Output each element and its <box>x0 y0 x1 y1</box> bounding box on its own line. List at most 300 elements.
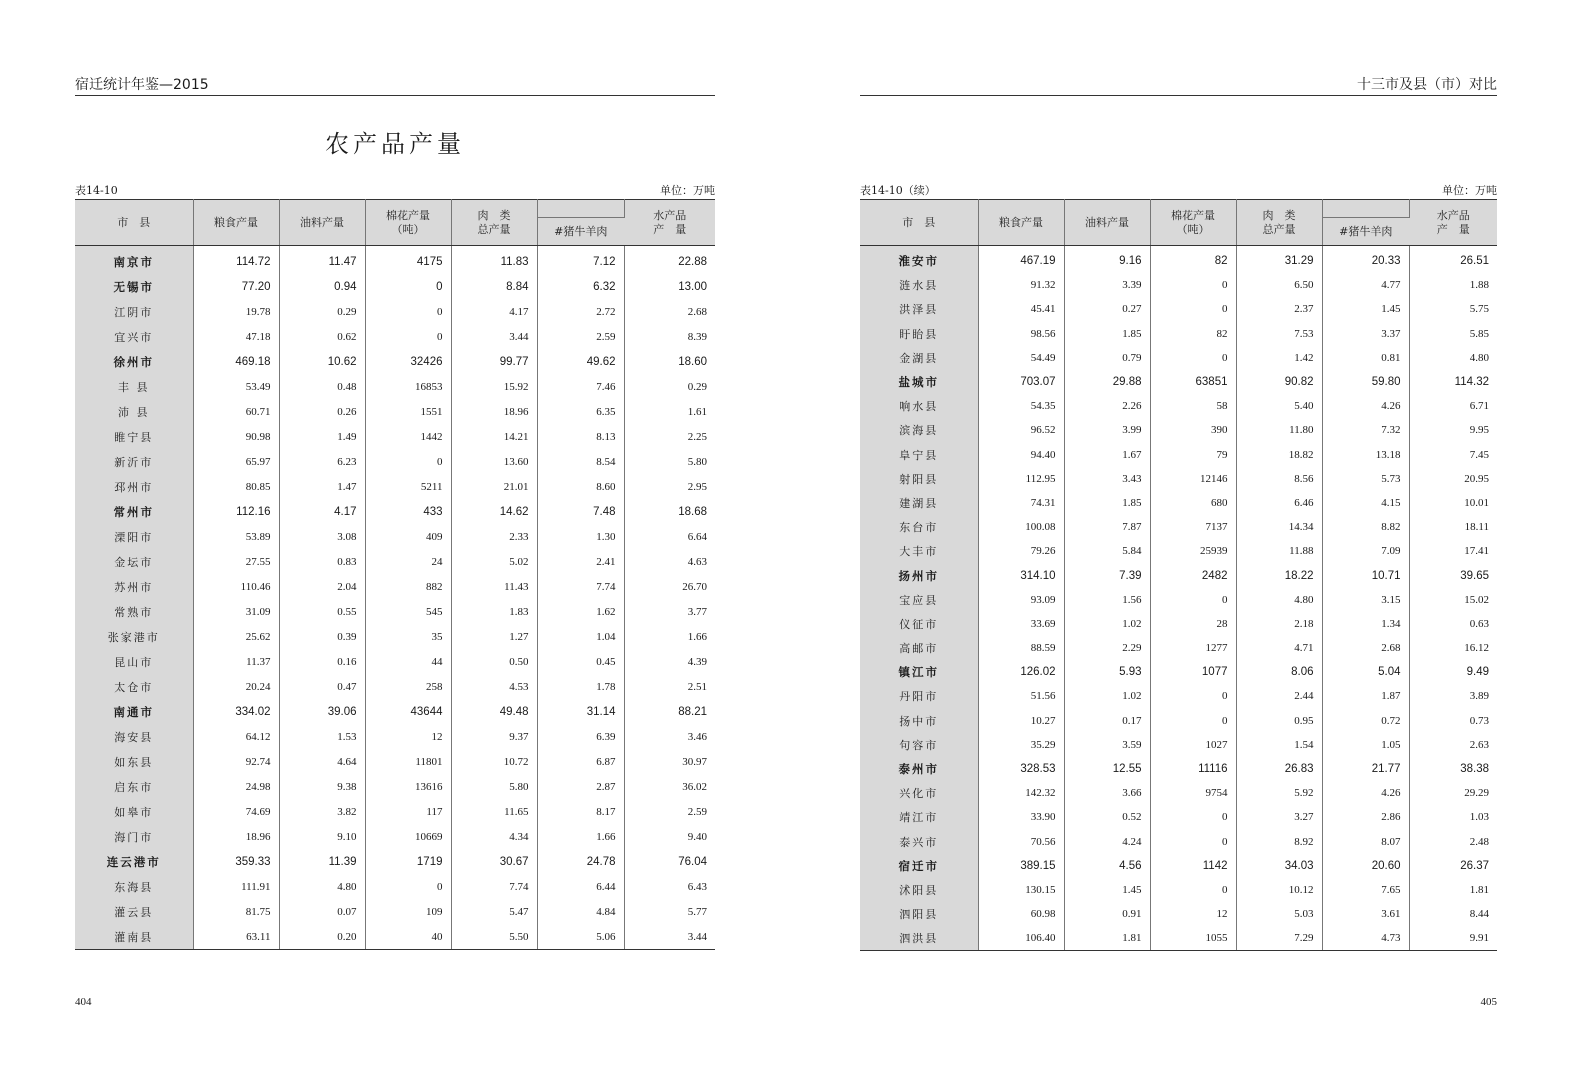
cell-oil: 0.17 <box>1064 709 1150 733</box>
cell-oil: 6.23 <box>279 449 365 474</box>
cell-aqua: 2.59 <box>687 805 707 818</box>
cell-meat: 6.46 <box>1236 491 1322 515</box>
cell-aqua: 6.43 <box>687 880 707 893</box>
cell-pork: 5.04 <box>1322 660 1409 684</box>
cell-pork: 10.71 <box>1322 563 1409 587</box>
cell-pork: 4.26 <box>1322 781 1409 805</box>
cell-oil: 0.27 <box>1064 297 1150 321</box>
cell-aqua: 2.68 <box>687 305 707 318</box>
cell-oil: 3.82 <box>279 799 365 824</box>
cell-cotton: 4175 <box>365 246 451 275</box>
cell-meat: 7.53 <box>1236 322 1322 346</box>
cell-cotton: 1027 <box>1150 733 1236 757</box>
region-name-cell: 南通市 <box>75 699 193 724</box>
cell-meat: 26.83 <box>1236 757 1322 781</box>
cell-pork: 7.09 <box>1322 539 1409 563</box>
page-number: 405 <box>1480 996 1497 1008</box>
cell-grain: 111.91 <box>193 874 279 899</box>
region-name-cell: 太仓市 <box>75 674 193 699</box>
cell-oil: 1.53 <box>279 724 365 749</box>
cell-grain: 25.62 <box>193 624 279 649</box>
cell-aqua: 76.04 <box>678 855 707 868</box>
cell-meat: 11.65 <box>451 799 537 824</box>
cell-grain: 45.41 <box>978 297 1064 321</box>
cell-cotton: 24 <box>365 549 451 574</box>
region-name-cell: 仪征市 <box>860 612 978 636</box>
cell-meat: 15.92 <box>451 374 537 399</box>
cell-grain: 94.40 <box>978 443 1064 467</box>
cell-meat: 4.53 <box>451 674 537 699</box>
col-meat-group-spacer <box>537 200 624 218</box>
cell-cotton: 7137 <box>1150 515 1236 539</box>
cell-meat: 2.37 <box>1236 297 1322 321</box>
cell-meat: 30.67 <box>451 849 537 874</box>
cell-grain: 80.85 <box>193 474 279 499</box>
cell-aqua: 0.29 <box>687 380 707 393</box>
table-row <box>75 799 715 824</box>
cell-pork: 59.80 <box>1322 370 1409 394</box>
table-row <box>860 684 1497 708</box>
table-row <box>860 246 1497 274</box>
data-table <box>75 199 715 950</box>
table-row <box>75 349 715 374</box>
cell-cotton: 35 <box>365 624 451 649</box>
table-row <box>860 297 1497 321</box>
table-row <box>75 649 715 674</box>
cell-aqua: 1.61 <box>687 405 707 418</box>
cell-aqua: 9.95 <box>1469 424 1489 437</box>
cell-oil: 3.08 <box>279 524 365 549</box>
cell-grain: 11.37 <box>193 649 279 674</box>
table-row <box>75 724 715 749</box>
cell-cotton: 43644 <box>365 699 451 724</box>
region-name-cell: 扬州市 <box>860 563 978 587</box>
cell-aqua: 39.65 <box>1460 569 1489 582</box>
col-meat-group-spacer <box>1322 200 1409 218</box>
cell-oil: 11.39 <box>279 849 365 874</box>
cell-oil: 0.16 <box>279 649 365 674</box>
region-name-cell: 常熟市 <box>75 599 193 624</box>
cell-meat: 0.50 <box>451 649 537 674</box>
cell-grain: 54.49 <box>978 346 1064 370</box>
cell-oil: 11.47 <box>279 246 365 275</box>
region-name-cell: 盱眙县 <box>860 322 978 346</box>
cell-oil: 1.56 <box>1064 588 1150 612</box>
cell-cotton: 79 <box>1150 443 1236 467</box>
cell-grain: 98.56 <box>978 322 1064 346</box>
cell-cotton: 25939 <box>1150 539 1236 563</box>
region-name-cell: 射阳县 <box>860 467 978 491</box>
region-name-cell: 盐城市 <box>860 370 978 394</box>
region-name-cell: 无锡市 <box>75 274 193 299</box>
region-name-cell: 连云港市 <box>75 849 193 874</box>
cell-aqua: 9.49 <box>1466 666 1489 679</box>
data-table-continued <box>860 199 1497 951</box>
cell-aqua: 18.60 <box>678 355 707 368</box>
cell-cotton: 10669 <box>365 824 451 849</box>
cell-oil: 1.85 <box>1064 491 1150 515</box>
cell-pork: 8.07 <box>1322 830 1409 854</box>
cell-cotton: 58 <box>1150 394 1236 418</box>
cell-cotton: 1077 <box>1150 660 1236 684</box>
col-pork-header: #猪牛羊肉 <box>1322 218 1409 246</box>
table-id: 表14-10 <box>75 184 118 197</box>
cell-grain: 47.18 <box>193 324 279 349</box>
col-meat-header: 肉 类 总产量 <box>1236 200 1322 246</box>
cell-cotton: 82 <box>1150 246 1236 274</box>
table-row <box>860 491 1497 515</box>
cell-cotton: 2482 <box>1150 563 1236 587</box>
cell-grain: 33.69 <box>978 612 1064 636</box>
table-row <box>75 499 715 524</box>
cell-pork: 1.34 <box>1322 612 1409 636</box>
cell-grain: 91.32 <box>978 273 1064 297</box>
cell-aqua: 0.73 <box>1469 714 1489 727</box>
cell-cotton: 12 <box>365 724 451 749</box>
cell-meat: 14.21 <box>451 424 537 449</box>
region-name-cell: 金坛市 <box>75 549 193 574</box>
cell-oil: 3.99 <box>1064 418 1150 442</box>
table-row <box>860 418 1497 442</box>
cell-meat: 5.47 <box>451 899 537 924</box>
table-row <box>75 274 715 299</box>
cell-grain: 63.11 <box>193 924 279 950</box>
cell-pork: 4.77 <box>1322 273 1409 297</box>
table-row <box>75 549 715 574</box>
cell-oil: 1.45 <box>1064 878 1150 902</box>
cell-aqua: 29.29 <box>1464 787 1489 800</box>
table-row <box>75 674 715 699</box>
cell-grain: 20.24 <box>193 674 279 699</box>
cell-grain: 79.26 <box>978 539 1064 563</box>
table-row <box>75 474 715 499</box>
table-row <box>75 699 715 724</box>
cell-cotton: 0 <box>365 324 451 349</box>
cell-grain: 359.33 <box>193 849 279 874</box>
cell-meat: 1.42 <box>1236 346 1322 370</box>
cell-aqua: 2.63 <box>1469 738 1489 751</box>
region-name-cell: 新沂市 <box>75 449 193 474</box>
cell-grain: 106.40 <box>978 926 1064 951</box>
cell-cotton: 5211 <box>365 474 451 499</box>
region-name-cell: 溧阳市 <box>75 524 193 549</box>
cell-cotton: 0 <box>1150 805 1236 829</box>
table-row <box>860 878 1497 902</box>
cell-pork: 2.68 <box>1322 636 1409 660</box>
cell-oil: 12.55 <box>1064 757 1150 781</box>
cell-aqua: 6.64 <box>687 530 707 543</box>
cell-aqua: 5.77 <box>687 905 707 918</box>
region-name-cell: 建湖县 <box>860 491 978 515</box>
cell-grain: 53.89 <box>193 524 279 549</box>
cell-grain: 74.69 <box>193 799 279 824</box>
table-row <box>75 849 715 874</box>
cell-pork: 7.12 <box>537 246 624 275</box>
region-name-cell: 大丰市 <box>860 539 978 563</box>
cell-grain: 92.74 <box>193 749 279 774</box>
cell-aqua: 88.21 <box>678 705 707 718</box>
page-number: 404 <box>75 996 92 1008</box>
cell-aqua: 22.88 <box>678 255 707 268</box>
table-row <box>860 612 1497 636</box>
col-region-header: 市 县 <box>75 200 193 246</box>
cell-meat: 18.96 <box>451 399 537 424</box>
cell-grain: 10.27 <box>978 709 1064 733</box>
cell-aqua: 20.95 <box>1464 472 1489 485</box>
cell-meat: 8.06 <box>1236 660 1322 684</box>
cell-oil: 4.56 <box>1064 854 1150 878</box>
cell-aqua: 17.41 <box>1464 545 1489 558</box>
table-row <box>860 854 1497 878</box>
cell-grain: 389.15 <box>978 854 1064 878</box>
table-row <box>860 539 1497 563</box>
cell-aqua: 5.75 <box>1469 303 1489 316</box>
cell-meat: 49.48 <box>451 699 537 724</box>
table-row <box>860 733 1497 757</box>
cell-oil: 1.49 <box>279 424 365 449</box>
region-name-cell: 睢宁县 <box>75 424 193 449</box>
cell-cotton: 11116 <box>1150 757 1236 781</box>
region-name-cell: 海安县 <box>75 724 193 749</box>
cell-meat: 8.84 <box>451 274 537 299</box>
cell-cotton: 1277 <box>1150 636 1236 660</box>
right-page <box>860 0 1497 1077</box>
cell-meat: 4.80 <box>1236 588 1322 612</box>
cell-oil: 7.87 <box>1064 515 1150 539</box>
cell-grain: 31.09 <box>193 599 279 624</box>
table-row <box>860 757 1497 781</box>
table-row <box>860 346 1497 370</box>
table-row <box>860 805 1497 829</box>
cell-grain: 142.32 <box>978 781 1064 805</box>
cell-meat: 1.83 <box>451 599 537 624</box>
cell-pork: 1.05 <box>1322 733 1409 757</box>
cell-cotton: 40 <box>365 924 451 950</box>
cell-pork: 1.04 <box>537 624 624 649</box>
cell-meat: 18.82 <box>1236 443 1322 467</box>
cell-meat: 13.60 <box>451 449 537 474</box>
cell-meat: 3.44 <box>451 324 537 349</box>
cell-cotton: 0 <box>1150 346 1236 370</box>
cell-pork: 1.78 <box>537 674 624 699</box>
cell-oil: 1.81 <box>1064 926 1150 951</box>
table-row <box>75 399 715 424</box>
region-name-cell: 如东县 <box>75 749 193 774</box>
region-name-cell: 高邮市 <box>860 636 978 660</box>
cell-meat: 4.34 <box>451 824 537 849</box>
cell-aqua: 9.91 <box>1409 926 1497 951</box>
cell-aqua: 8.39 <box>687 330 707 343</box>
cell-cotton: 258 <box>365 674 451 699</box>
cell-oil: 7.39 <box>1064 563 1150 587</box>
cell-cotton: 16853 <box>365 374 451 399</box>
cell-pork: 24.78 <box>537 849 624 874</box>
cell-grain: 328.53 <box>978 757 1064 781</box>
table-row <box>75 449 715 474</box>
table-row <box>860 273 1497 297</box>
cell-cotton: 1719 <box>365 849 451 874</box>
cell-meat: 5.02 <box>451 549 537 574</box>
region-name-cell: 沭阳县 <box>860 878 978 902</box>
cell-cotton: 0 <box>1150 273 1236 297</box>
table-row <box>75 524 715 549</box>
cell-grain: 114.72 <box>193 246 279 275</box>
cell-oil: 29.88 <box>1064 370 1150 394</box>
region-name-cell: 涟水县 <box>860 273 978 297</box>
table-caption <box>860 182 1497 198</box>
cell-oil: 0.52 <box>1064 805 1150 829</box>
cell-pork: 5.73 <box>1322 467 1409 491</box>
cell-grain: 93.09 <box>978 588 1064 612</box>
table-row <box>75 899 715 924</box>
col-oil-header: 油料产量 <box>279 200 365 246</box>
cell-cotton: 1142 <box>1150 854 1236 878</box>
cell-aqua: 10.01 <box>1464 496 1489 509</box>
cell-pork: 4.73 <box>1322 926 1409 951</box>
cell-grain: 96.52 <box>978 418 1064 442</box>
cell-oil: 3.59 <box>1064 733 1150 757</box>
table-row <box>75 324 715 349</box>
cell-grain: 24.98 <box>193 774 279 799</box>
cell-pork: 0.72 <box>1322 709 1409 733</box>
cell-aqua: 30.97 <box>682 755 707 768</box>
cell-grain: 703.07 <box>978 370 1064 394</box>
cell-grain: 90.98 <box>193 424 279 449</box>
cell-meat: 1.54 <box>1236 733 1322 757</box>
cell-grain: 314.10 <box>978 563 1064 587</box>
cell-cotton: 0 <box>365 874 451 899</box>
cell-pork: 2.41 <box>537 549 624 574</box>
region-name-cell: 宝应县 <box>860 588 978 612</box>
left-page <box>75 0 715 1077</box>
cell-oil: 1.02 <box>1064 612 1150 636</box>
table-unit: 单位：万吨 <box>660 184 715 197</box>
table-row <box>75 624 715 649</box>
cell-oil: 0.07 <box>279 899 365 924</box>
col-region-header: 市 县 <box>860 200 978 246</box>
running-head: 宿迁统计年鉴—2015 <box>75 74 715 96</box>
cell-oil: 1.47 <box>279 474 365 499</box>
table-row <box>860 467 1497 491</box>
cell-meat: 10.72 <box>451 749 537 774</box>
table-row <box>75 599 715 624</box>
cell-pork: 31.14 <box>537 699 624 724</box>
cell-grain: 19.78 <box>193 299 279 324</box>
cell-aqua: 36.02 <box>682 780 707 793</box>
cell-aqua: 4.63 <box>687 555 707 568</box>
region-name-cell: 丰 县 <box>75 374 193 399</box>
cell-aqua: 3.89 <box>1469 690 1489 703</box>
cell-cotton: 0 <box>1150 684 1236 708</box>
region-name-cell: 宿迁市 <box>860 854 978 878</box>
cell-cotton: 1551 <box>365 399 451 424</box>
cell-pork: 4.26 <box>1322 394 1409 418</box>
table-row <box>860 515 1497 539</box>
cell-cotton: 32426 <box>365 349 451 374</box>
table-row <box>75 246 715 275</box>
cell-meat: 1.27 <box>451 624 537 649</box>
cell-cotton: 433 <box>365 499 451 524</box>
cell-oil: 9.16 <box>1064 246 1150 274</box>
cell-grain: 53.49 <box>193 374 279 399</box>
cell-cotton: 0 <box>1150 709 1236 733</box>
cell-grain: 51.56 <box>978 684 1064 708</box>
cell-aqua: 3.77 <box>687 605 707 618</box>
region-name-cell: 句容市 <box>860 733 978 757</box>
cell-meat: 7.74 <box>451 874 537 899</box>
cell-cotton: 9754 <box>1150 781 1236 805</box>
cell-cotton: 0 <box>365 449 451 474</box>
cell-meat: 5.50 <box>451 924 537 950</box>
cell-pork: 7.48 <box>537 499 624 524</box>
cell-pork: 2.59 <box>537 324 624 349</box>
cell-grain: 33.90 <box>978 805 1064 829</box>
region-name-cell: 东海县 <box>75 874 193 899</box>
region-name-cell: 江阴市 <box>75 299 193 324</box>
table-row <box>75 824 715 849</box>
cell-oil: 0.62 <box>279 324 365 349</box>
cell-meat: 7.29 <box>1236 926 1322 951</box>
cell-pork: 3.37 <box>1322 322 1409 346</box>
cell-cotton: 12146 <box>1150 467 1236 491</box>
cell-oil: 39.06 <box>279 699 365 724</box>
running-head: 十三市及县（市）对比 <box>860 74 1497 96</box>
cell-aqua: 2.25 <box>687 430 707 443</box>
cell-aqua: 26.51 <box>1460 255 1489 268</box>
cell-meat: 10.12 <box>1236 878 1322 902</box>
table-row <box>860 443 1497 467</box>
table-row <box>75 774 715 799</box>
table-row <box>75 424 715 449</box>
cell-pork: 8.17 <box>537 799 624 824</box>
region-name-cell: 如皋市 <box>75 799 193 824</box>
table-row <box>860 830 1497 854</box>
cell-cotton: 109 <box>365 899 451 924</box>
cell-grain: 467.19 <box>978 246 1064 274</box>
col-cotton-header: 棉花产量 （吨） <box>1150 200 1236 246</box>
col-grain-header: 粮食产量 <box>978 200 1064 246</box>
cell-cotton: 680 <box>1150 491 1236 515</box>
cell-meat: 90.82 <box>1236 370 1322 394</box>
cell-cotton: 0 <box>365 274 451 299</box>
cell-cotton: 1055 <box>1150 926 1236 951</box>
cell-oil: 3.43 <box>1064 467 1150 491</box>
cell-cotton: 390 <box>1150 418 1236 442</box>
cell-pork: 1.62 <box>537 599 624 624</box>
cell-cotton: 44 <box>365 649 451 674</box>
cell-aqua: 26.70 <box>682 580 707 593</box>
cell-cotton: 12 <box>1150 902 1236 926</box>
cell-meat: 34.03 <box>1236 854 1322 878</box>
table-row <box>860 370 1497 394</box>
table-row <box>860 636 1497 660</box>
cell-meat: 5.40 <box>1236 394 1322 418</box>
cell-grain: 100.08 <box>978 515 1064 539</box>
cell-cotton: 28 <box>1150 612 1236 636</box>
cell-pork: 20.33 <box>1322 246 1409 274</box>
region-name-cell: 灌南县 <box>75 924 193 950</box>
cell-pork: 0.81 <box>1322 346 1409 370</box>
region-name-cell: 阜宁县 <box>860 443 978 467</box>
table-row <box>860 394 1497 418</box>
cell-aqua: 18.11 <box>1464 521 1489 534</box>
cell-cotton: 63851 <box>1150 370 1236 394</box>
region-name-cell: 洪泽县 <box>860 297 978 321</box>
region-name-cell: 泗洪县 <box>860 926 978 951</box>
table-caption <box>75 182 715 198</box>
cell-grain: 469.18 <box>193 349 279 374</box>
cell-aqua: 1.81 <box>1469 883 1489 896</box>
